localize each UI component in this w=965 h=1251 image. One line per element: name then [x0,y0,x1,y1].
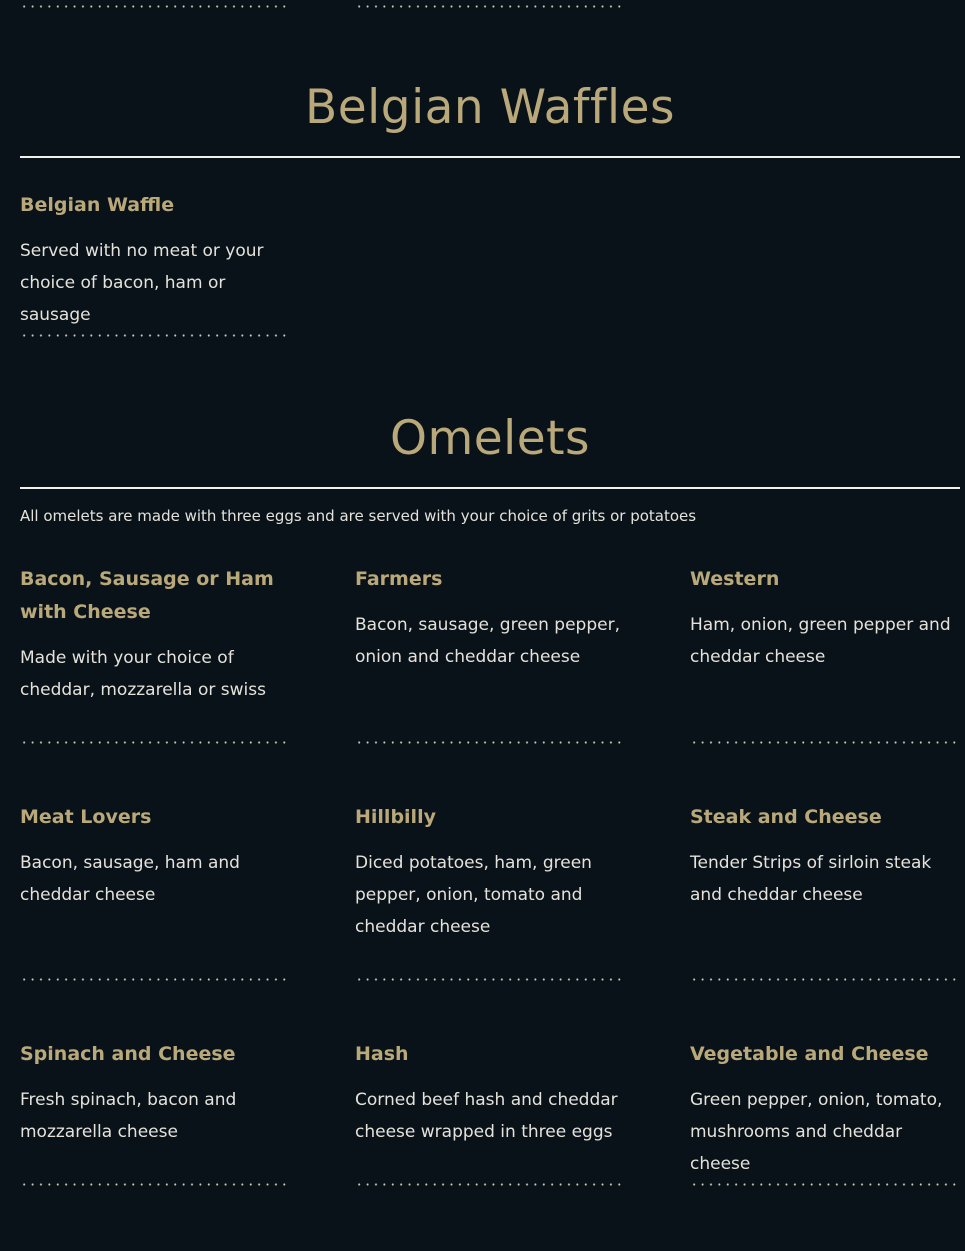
menu-item-name: Hash [355,1043,409,1065]
dotted-leader [690,978,960,981]
menu-item-description: Served with no meat or your choice of bacon, ham or sausage [20,241,264,325]
section-title-waffles: Belgian Waffles [305,80,675,135]
menu-item-description: Green pepper, onion, tomato, mushrooms and cheddar cheese [690,1090,943,1174]
dotted-leader [20,741,290,744]
menu-item-name: Vegetable and Cheese [690,1043,929,1065]
dotted-leader [690,1183,960,1186]
section-divider [20,487,960,489]
menu-item-description: Fresh spinach, bacon and mozzarella cheese [20,1090,237,1142]
dotted-leader [690,741,960,744]
menu-item-name: Western [690,568,780,590]
section-divider [20,156,960,158]
menu-item-description: Diced potatoes, ham, green pepper, onion, tomato and cheddar cheese [355,853,592,937]
menu-item-name: Farmers [355,568,443,590]
menu-item-description: Corned beef hash and cheddar cheese wrapped in three eggs [355,1090,618,1142]
menu-item-description: Made with your choice of cheddar, mozzarella or swiss [20,648,266,700]
dotted-leader [355,741,625,744]
section-note: All omelets are made with three eggs and are served with your choice of grits or potatoes [20,507,697,525]
menu-item-description: Tender Strips of sirloin steak and cheddar cheese [690,853,932,905]
dotted-leader [355,978,625,981]
dotted-leader [355,5,625,8]
menu-item-name: Bacon, Sausage or Ham with Cheese [20,568,274,623]
menu-item-name: Spinach and Cheese [20,1043,236,1065]
dotted-leader [20,1183,290,1186]
menu-item-name: Hillbilly [355,806,436,828]
menu-item-name: Steak and Cheese [690,806,882,828]
menu-item-description: Bacon, sausage, ham and cheddar cheese [20,853,240,905]
menu-item-description: Ham, onion, green pepper and cheddar cheese [690,615,951,667]
dotted-leader [20,5,290,8]
dotted-leader [20,334,290,337]
menu-item-name: Meat Lovers [20,806,152,828]
menu-item-description: Bacon, sausage, green pepper, onion and cheddar cheese [355,615,620,667]
dotted-leader [355,1183,625,1186]
menu-item-name: Belgian Waffle [20,194,175,216]
dotted-leader [20,978,290,981]
section-title-omelets: Omelets [389,411,591,466]
